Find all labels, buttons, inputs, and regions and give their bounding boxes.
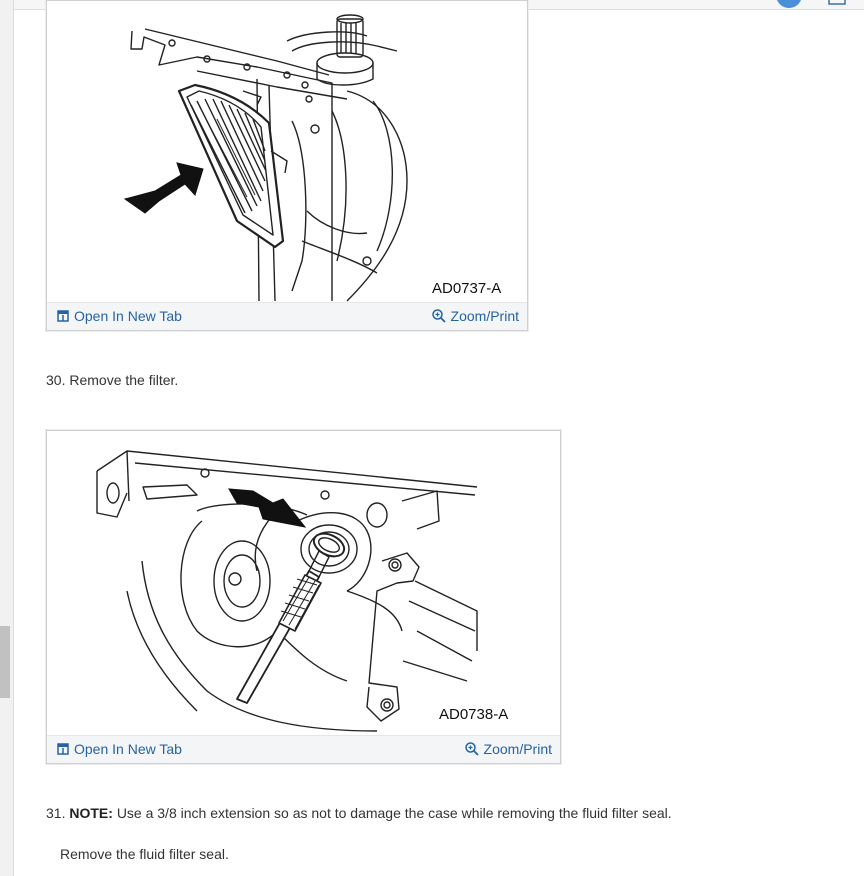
figure-toolbar [47, 302, 527, 330]
step-31-action: Remove the fluid filter seal. [60, 846, 229, 862]
note-text: Use a 3/8 inch extension so as not to damage the case while removing the fluid filter seal. [116, 805, 672, 821]
open-tab-icon [57, 743, 69, 755]
scrollbar-track[interactable] [0, 0, 14, 876]
open-in-new-tab-label: Open In New Tab [74, 308, 182, 324]
open-in-new-tab-link[interactable] [57, 741, 182, 757]
zoom-print-link[interactable] [465, 741, 552, 757]
zoom-print-link[interactable] [432, 308, 519, 324]
figure-code: AD0738-A [439, 706, 509, 723]
figure-code: AD0737-A [432, 280, 502, 297]
figure-filter [46, 0, 528, 331]
scrollbar-thumb[interactable] [0, 626, 10, 698]
zoom-print-label: Zoom/Print [450, 308, 519, 324]
menu-icon[interactable] [828, 0, 848, 6]
figure-toolbar [47, 735, 560, 763]
open-in-new-tab-link[interactable] [57, 308, 182, 324]
open-tab-icon [57, 310, 69, 322]
note-label: NOTE: [69, 805, 113, 821]
step-31-number: 31. [46, 805, 66, 821]
open-in-new-tab-label: Open In New Tab [74, 741, 182, 757]
figure-filter-seal [46, 430, 561, 764]
zoom-icon [465, 742, 479, 756]
zoom-icon [432, 309, 446, 323]
avatar[interactable] [776, 0, 802, 8]
filter-seal-illustration [47, 431, 560, 735]
filter-illustration [47, 1, 527, 303]
step-31-note [46, 805, 672, 821]
step-30-text: 30. Remove the filter. [46, 372, 179, 388]
zoom-print-label: Zoom/Print [483, 741, 552, 757]
